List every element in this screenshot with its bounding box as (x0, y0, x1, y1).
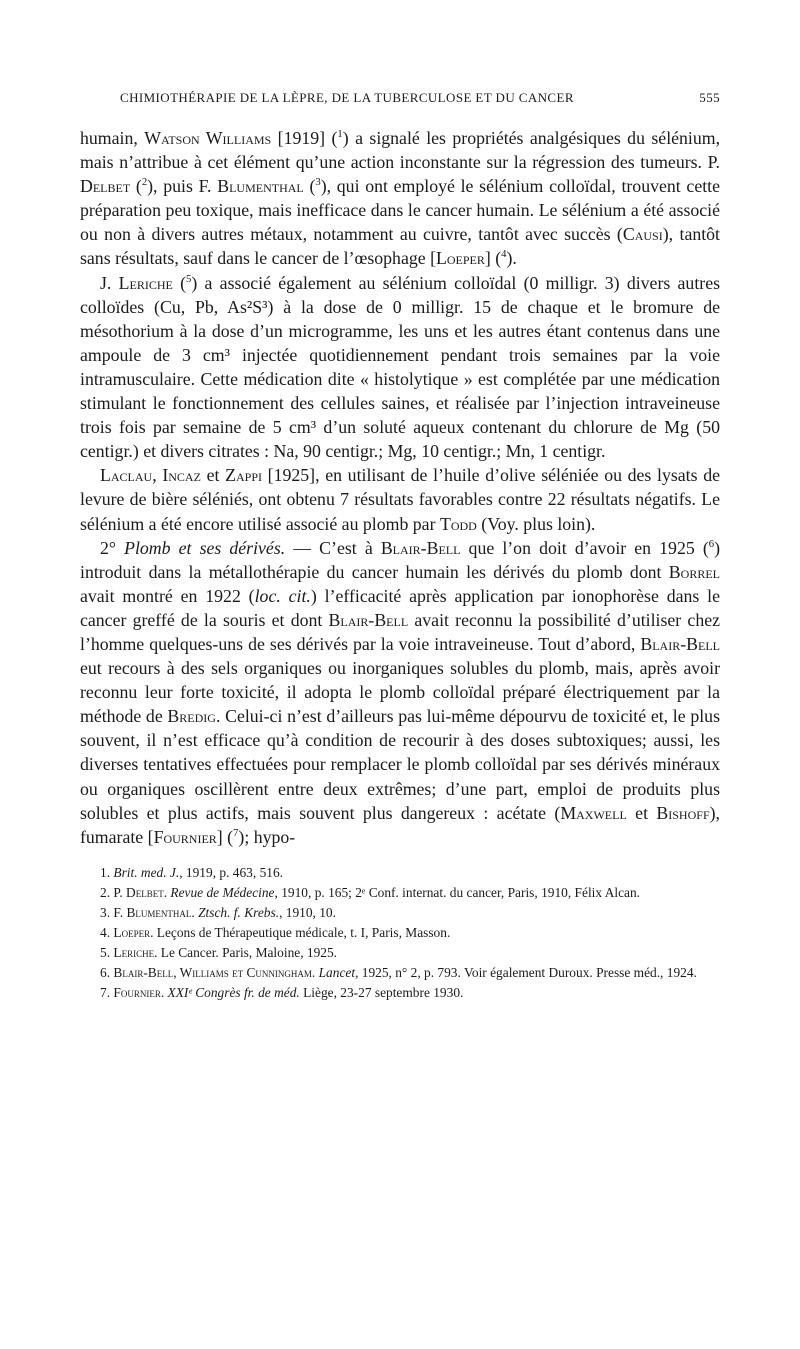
footnote-ref: 1 (337, 128, 343, 141)
text: ), qui ont employé le sélénium colloïdal, trouvent cette préparation peu toxique, mais inefficace dans le cancer humain. Le sélénium a été associé ou non à divers autres métaux, notamment au cuivre, tantôt avec succès ( (80, 176, 720, 245)
footnote: 3. F. Blumenthal. Ztsch. f. Krebs., 1910, 10. (100, 904, 336, 920)
running-title: CHIMIOTHÉRAPIE DE LA LÈPRE, DE LA TUBERCULOSE ET DU CANCER (120, 90, 574, 105)
text: et (200, 465, 226, 486)
text: eut recours à des sels organiques ou inorganiques solubles du plomb, mais, après avoir reconnu leur forte toxicité, il adopta le plomb colloïdal préparé électriquement par la méthode de (80, 658, 720, 727)
citation: loc. cit. (254, 585, 311, 606)
footnote-ref: 3 (315, 176, 321, 189)
text: ( (130, 176, 142, 197)
text: ) a associé également au sélénium colloïdal (0 milligr. 3) divers autres colloïdes (Cu, Pb, As²S³) à la dose de 0 milligr. 15 de chaque et le bromure de mésothorium à la dose d’un microgramme, les uns et les autres étant contenus dans une ampoule de 3 cm³ injectée quotidiennement pendant trois semaines par la voie intramusculaire. Cette médication dite « histolytique » est complétée par une médication stimulant le fonctionnement des cellules saines, et réalisée par l’injection intraveineuse trois fois par semaine de 5 cm³ d’un soluté aqueux contenant du chlorure de Mg (50 centigr.) et divers citrates : Na, 90 centigr.; Mg, 10 centigr.; Mn, 1 centigr. (80, 272, 720, 462)
author-name: Bishoff (656, 802, 710, 823)
page (80, 90, 720, 1003)
author-name: Blumenthal (217, 176, 304, 197)
author-name: Bredig (167, 706, 216, 727)
page-number: 555 (699, 90, 720, 105)
author-name: Causi (622, 224, 663, 245)
paragraph-4 (80, 536, 720, 849)
text: ); hypo- (238, 826, 296, 847)
text: ). (506, 248, 517, 269)
author-name: Blair-Bell (640, 633, 720, 654)
text: humain, (80, 128, 145, 148)
footnote-ref: 2 (141, 176, 148, 189)
footnote: 6. Blair-Bell, Williams et Cunningham. Lancet, 1925, n° 2, p. 793. Voir également Duroux. Presse méd., 1924. (100, 964, 697, 980)
text: ) a signalé les propriétés analgésiques du sélénium, mais n’attribue à cet élément qu’une action inconstante sur la régression des tumeurs. P. (80, 128, 721, 173)
author-name: Blair-Bell (328, 609, 409, 630)
text: avait montré en 1922 ( (80, 585, 255, 606)
author-name: Todd (439, 513, 477, 534)
text: ) l’efficacité après application par ionophorèse dans le cancer greffé de la souris et dont (80, 585, 720, 630)
author-name: Maxwell (560, 802, 627, 823)
text: [1925], en utilisant de l’huile d’olive séléniée ou des lysats de levure de bière séléniés, ont obtenu 7 résultats favorables contre 22 résultats négatifs. Le sélénium a été encore utilisé associé au plomb par (80, 465, 720, 534)
author-name: Delbet (80, 176, 131, 197)
text: ] ( (484, 248, 502, 269)
author-name: Laclau (100, 465, 153, 486)
text: ), puis F. (147, 176, 218, 197)
footnote: 4. Loeper. Leçons de Thérapeutique médicale, t. I, Paris, Masson. (100, 924, 451, 940)
footnote-ref: 5 (186, 272, 192, 285)
text: que l’on doit d’avoir en 1925 ( (460, 537, 709, 558)
footnote-ref: 4 (501, 248, 507, 261)
author-name: Zappi (225, 465, 262, 486)
footnote: 1. Brit. med. J., 1919, p. 463, 516. (100, 864, 283, 880)
paragraph-3 (80, 463, 720, 535)
text: ( (303, 176, 316, 197)
paragraph-2 (80, 271, 720, 464)
text: (Voy. plus loin). (476, 513, 596, 534)
text: ), fumarate [ (80, 802, 720, 847)
text: ] ( (216, 826, 234, 847)
running-head (120, 90, 720, 106)
footnote-ref: 6 (708, 537, 715, 550)
footnote-ref: 7 (233, 826, 239, 839)
text: ) introduit dans la métallothérapie du cancer humain les dérivés du plomb dont (80, 537, 720, 582)
text: ( (172, 272, 187, 293)
text: J. (100, 272, 119, 293)
text: ), tantôt sans résultats, sauf dans le cancer de l’œsophage [ (80, 224, 720, 269)
text: — C’est à (285, 537, 381, 558)
author-name: Fournier (153, 826, 217, 847)
text: avait reconnu la possibilité d’utiliser chez l’homme quelques-uns de ses dérivés par la voie intraveineuse. Tout d’abord, (80, 609, 720, 654)
author-name: Incaz (162, 465, 201, 486)
footnotes (80, 863, 720, 1003)
author-name: Borrel (668, 561, 720, 582)
section-title: Plomb et ses dérivés. (124, 537, 286, 558)
text: . Celui-ci n’est d’ailleurs pas lui-même dépourvu de toxicité et, le plus souvent, il n’est efficace qu’à condition de recourir à des doses subtoxiques; aussi, les diverses tentatives effectuées pour remplacer le plomb colloïdal par ses dérivés minéraux ou organiques oscillèrent entre deux extrêmes; d’une part, emploi de produits plus solubles et plus actifs, mais souvent plus dangereux : acétate ( (80, 706, 720, 823)
paragraph-1 (80, 126, 720, 271)
section-number: 2° (100, 537, 125, 558)
footnote: 2. P. Delbet. Revue de Médecine, 1910, p. 165; 2ᵉ Conf. internat. du cancer, Paris, 1910, Félix Alcan. (100, 884, 641, 900)
text: [1919] ( (271, 128, 338, 148)
footnote: 5. Leriche. Le Cancer. Paris, Maloine, 1925. (100, 944, 338, 960)
author-name: Blair-Bell (380, 537, 461, 558)
text: , (152, 465, 163, 486)
text: et (626, 802, 657, 823)
body-text (80, 126, 720, 849)
footnote: 7. Fournier. XXIᵉ Congrès fr. de méd. Liège, 23-27 septembre 1930. (100, 984, 464, 1000)
author-name: Watson Williams (144, 128, 272, 148)
author-name: Loeper (436, 248, 485, 269)
author-name: Leriche (118, 272, 173, 293)
